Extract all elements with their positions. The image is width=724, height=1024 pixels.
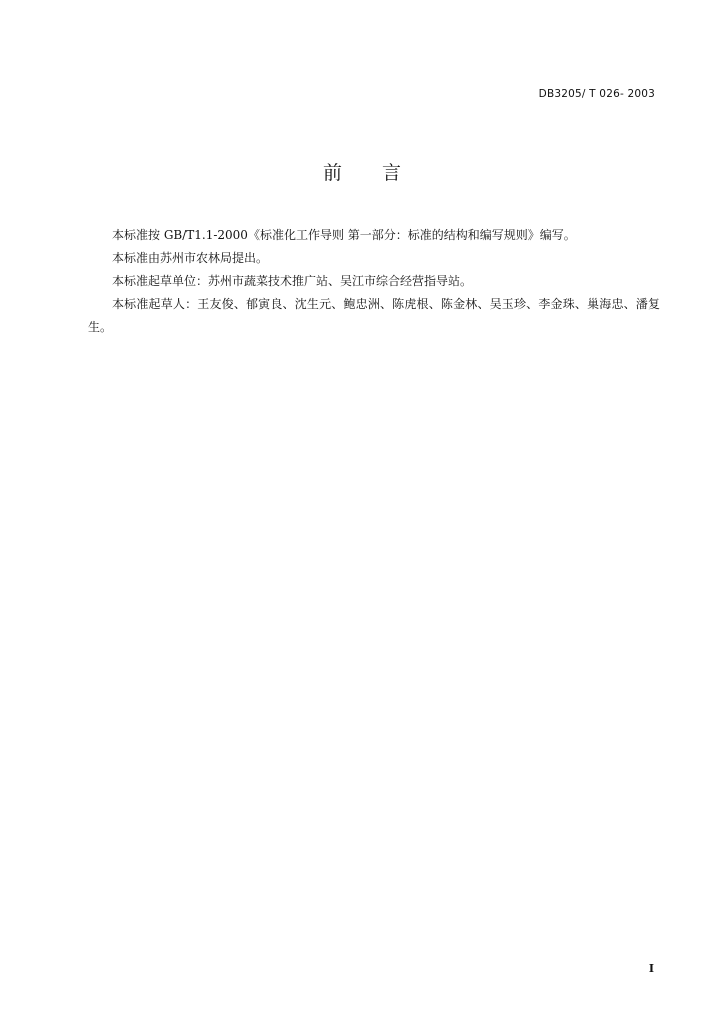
- paragraph-proposer: 本标准由苏州市农林局提出。: [112, 251, 269, 265]
- page-title: [0, 158, 724, 185]
- foreword-body: [88, 224, 660, 339]
- paragraph-drafting-units: 本标准起草单位：苏州市蔬菜技术推广站、吴江市综合经营指导站。: [112, 274, 473, 288]
- title-part-2: 言: [382, 162, 402, 184]
- page-number: I: [648, 962, 654, 975]
- document-code: DB3205/ T 026- 2003: [538, 88, 655, 100]
- paragraph-format: 本标准按 GB/T1.1-2000《标准化工作导则 第一部分：标准的结构和编写规则》编写。: [112, 228, 576, 242]
- paragraph-drafters: 本标准起草人：王友俊、郁寅良、沈生元、鲍忠洲、陈虎根、陈金林、吴玉珍、李金珠、巢海忠、潘复生。: [88, 297, 660, 334]
- title-part-1: 前: [322, 162, 342, 184]
